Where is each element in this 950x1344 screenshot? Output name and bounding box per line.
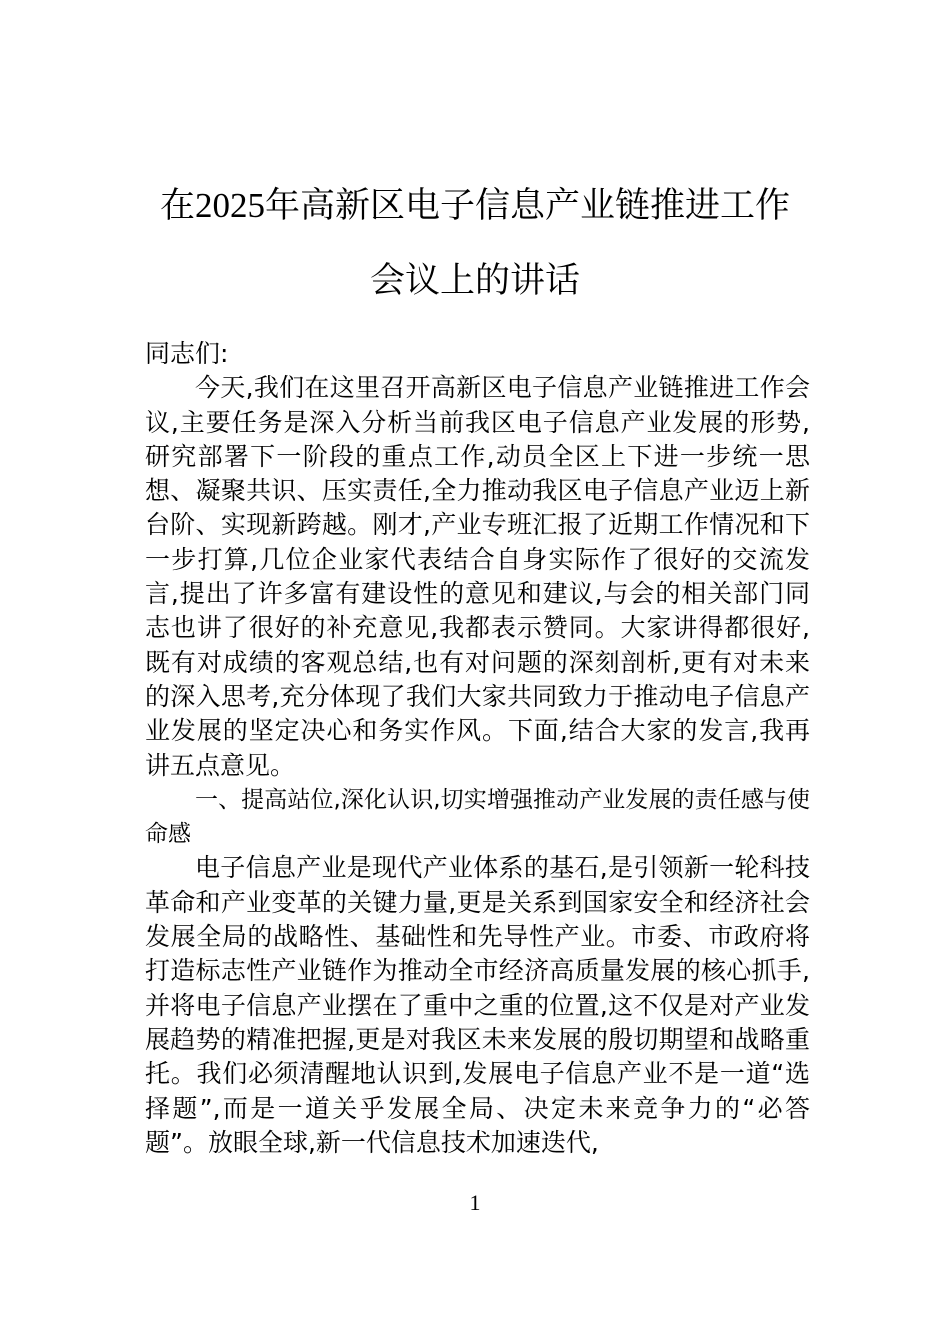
title-prefix: 在 [159,186,195,226]
document-body [145,337,810,1160]
title-year: 2025 [195,186,265,225]
document-title [120,168,830,319]
salutation: 同志们: [145,339,229,368]
section-heading-1: 一、提高站位,深化认识,切实增强推动产业发展的责任感与使命感 [145,786,810,848]
page-number: 1 [469,1190,481,1215]
title-line-2: 会议上的讲话 [369,261,580,301]
title-line-1 [120,168,830,244]
paragraph-intro: 今天,我们在这里召开高新区电子信息产业链推进工作会议,主要任务是深入分析当前我区电子信息产业发展的形势,研究部署下一阶段的重点工作,动员全区上下进一步统一思想、凝聚共识、压实责任,全力推动我区电子信息产业迈上新台阶、实现新跨越。刚才,产业专班汇报了近期工作情况和下一步打算,几位企业家代表结合自身实际作了很好的交流发言,提出了许多富有建设性的意见和建议,与会的相关部门同志也讲了很好的补充意见,我都表示赞同。大家讲得都很好,既有对成绩的客观总结,也有对问题的深刻剖析,更有对未来的深入思考,充分体现了我们大家共同致力于推动电子信息产业发展的坚定决心和务实作风。下面,结合大家的发言,我再讲五点意见。 [145,373,810,780]
title-suffix: 年高新区电子信息产业链推进工作 [265,186,791,226]
paragraph-section-1: 电子信息产业是现代产业体系的基石,是引领新一轮科技革命和产业变革的关键力量,更是关系到国家安全和经济社会发展全局的战略性、基础性和先导性产业。市委、市政府将打造标志性产业链作为推动全市经济高质量发展的核心抓手,并将电子信息产业摆在了重中之重的位置,这不仅是对产业发展趋势的精准把握,更是对我区未来发展的殷切期望和战略重托。我们必须清醒地认识到,发展电子信息产业不是一道“选择题”,而是一道关乎发展全局、决定未来竞争力的“必答题”。放眼全球,新一代信息技术加速迭代, [145,853,810,1157]
